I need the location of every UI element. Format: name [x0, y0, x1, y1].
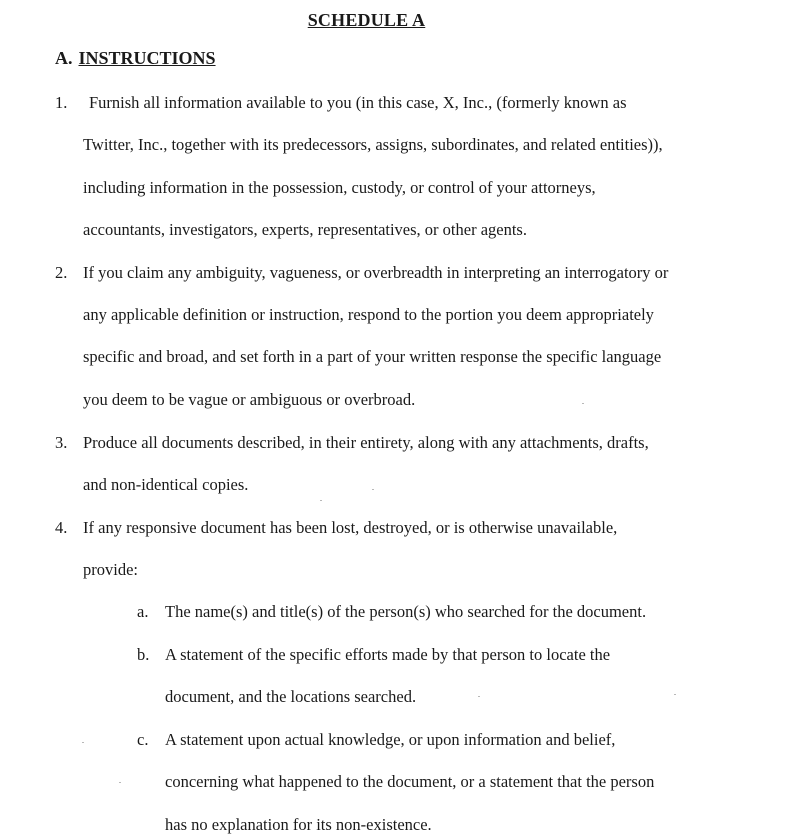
- sub-item-letter: a.: [137, 602, 149, 621]
- sub-item-line: document, and the locations searched.: [165, 687, 417, 706]
- item-number: 4.: [55, 518, 68, 537]
- sub-item-letter: b.: [137, 645, 150, 664]
- item-line: Twitter, Inc., together with its predecessors, assigns, subordinates, and related entities)),: [83, 135, 663, 154]
- item-line: provide:: [83, 560, 138, 579]
- item-line: including information in the possession, custody, or control of your attorneys,: [83, 178, 596, 197]
- scan-speck: [674, 694, 676, 695]
- scan-speck: [582, 403, 584, 404]
- scan-speck: [372, 489, 374, 490]
- sub-item-line: concerning what happened to the document, or a statement that the person: [165, 772, 655, 791]
- scan-speck: [82, 742, 84, 743]
- section-title: INSTRUCTIONS: [78, 48, 216, 68]
- item-line: Furnish all information available to you (in this case, X, Inc., (formerly known as: [89, 93, 627, 112]
- section-letter: A.: [55, 48, 73, 68]
- sub-item-line: has no explanation for its non-existence.: [165, 815, 432, 834]
- item-line: If you claim any ambiguity, vagueness, or overbreadth in interpreting an interrogatory or: [83, 263, 669, 282]
- sub-item-line: A statement upon actual knowledge, or upon information and belief,: [165, 730, 616, 749]
- section-heading: [55, 48, 216, 69]
- item-line: If any responsive document has been lost, destroyed, or is otherwise unavailable,: [83, 518, 618, 537]
- item-line: and non-identical copies.: [83, 475, 249, 494]
- scan-speck: [119, 782, 121, 783]
- item-line: you deem to be vague or ambiguous or overbroad.: [83, 390, 416, 409]
- scan-speck: [320, 500, 322, 501]
- sub-item-line: The name(s) and title(s) of the person(s) who searched for the document.: [165, 602, 647, 621]
- sub-item-line: A statement of the specific efforts made by that person to locate the: [165, 645, 611, 664]
- item-line: accountants, investigators, experts, representatives, or other agents.: [83, 220, 527, 239]
- item-line: any applicable definition or instruction, respond to the portion you deem appropriately: [83, 305, 654, 324]
- item-line: specific and broad, and set forth in a part of your written response the specific language: [83, 347, 662, 366]
- item-number: 3.: [55, 433, 68, 452]
- scan-speck: [478, 696, 480, 697]
- schedule-title: SCHEDULE A: [307, 10, 426, 30]
- item-number: 2.: [55, 263, 68, 282]
- item-line: Produce all documents described, in their entirety, along with any attachments, drafts,: [83, 433, 649, 452]
- item-number: 1.: [55, 93, 68, 112]
- sub-item-letter: c.: [137, 730, 149, 749]
